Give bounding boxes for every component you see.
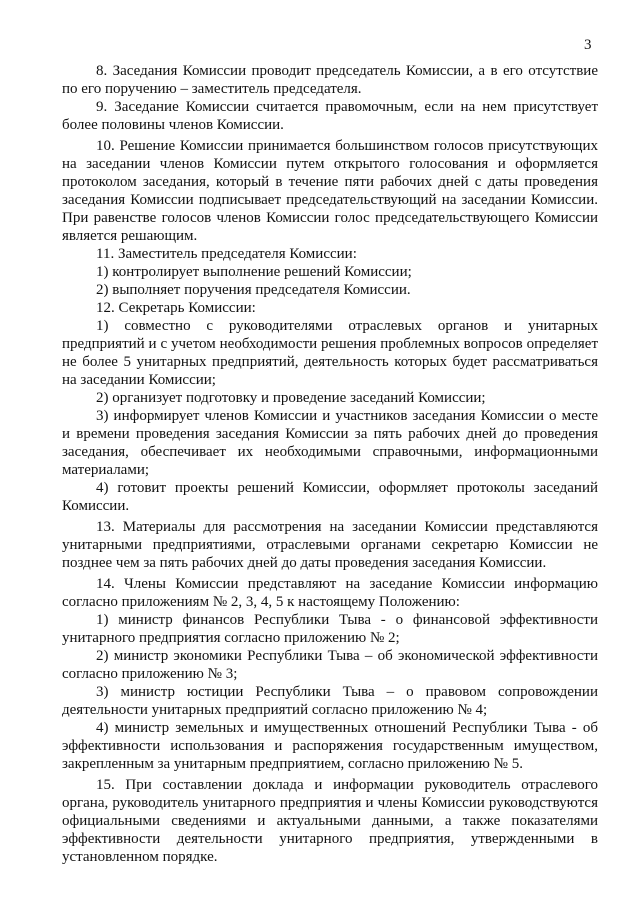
paragraph-11-item-2: 2) выполняет поручения председателя Комиссии. <box>96 282 411 298</box>
paragraph-12-item-1: 1) совместно с руководителями отраслевых органов и унитарных предприятий и с учетом необходимости решения проблемных вопросов определяет не более 5 унитарных предприятий, деятельность которых будет рассматриваться на заседании Комиссии; <box>62 318 598 388</box>
page-number: 3 <box>584 37 592 53</box>
paragraph-10: 10. Решение Комиссии принимается большинством голосов присутствующих на заседании членов Комиссии путем открытого голосования и оформляется протоколом заседания, который в течение пяти рабочих дней с даты проведения заседания Комиссии подписывает председательствующий на заседании Комиссии. При равенстве голосов членов Комиссии голос председательствующего Комиссии является решающим. <box>62 138 598 244</box>
paragraph-14-item-1: 1) министр финансов Республики Тыва - о финансовой эффективности унитарного предприятия согласно приложению № 2; <box>62 612 598 646</box>
paragraph-12-item-2: 2) организует подготовку и проведение заседаний Комиссии; <box>96 390 486 406</box>
paragraph-9: 9. Заседание Комиссии считается правомочным, если на нем присутствует более половины членов Комиссии. <box>62 99 598 133</box>
document-body <box>62 62 598 866</box>
paragraph-14-item-3: 3) министр юстиции Республики Тыва – о правовом сопровождении деятельности унитарных предприятий согласно приложению № 4; <box>62 684 598 718</box>
paragraph-11: 11. Заместитель председателя Комиссии: <box>96 246 357 262</box>
paragraph-15: 15. При составлении доклада и информации руководитель отраслевого органа, руководитель унитарного предприятия и члены Комиссии руководствуются официальными сведениями и актуальными данными, а также показателями эффективности деятельности унитарного предприятия, утвержденными в установленном порядке. <box>62 777 598 865</box>
paragraph-14: 14. Члены Комиссии представляют на заседание Комиссии информацию согласно приложениям № 2, 3, 4, 5 к настоящему Положению: <box>62 576 598 610</box>
paragraph-12-item-3: 3) информирует членов Комиссии и участников заседания Комиссии о месте и времени проведения заседания Комиссии за пять рабочих дней до проведения заседания, обеспечивает их необходимыми справочными, информационными материалами; <box>62 408 598 478</box>
paragraph-12-item-4: 4) готовит проекты решений Комиссии, оформляет протоколы заседаний Комиссии. <box>62 480 598 514</box>
paragraph-11-item-1: 1) контролирует выполнение решений Комиссии; <box>96 264 412 280</box>
paragraph-12: 12. Секретарь Комиссии: <box>96 300 256 316</box>
paragraph-8: 8. Заседания Комиссии проводит председатель Комиссии, а в его отсутствие по его поручению – заместитель председателя. <box>62 63 598 97</box>
paragraph-14-item-4: 4) министр земельных и имущественных отношений Республики Тыва - об эффективности использования и распоряжения государственным имуществом, закрепленным за унитарным предприятием, согласно приложению № 5. <box>62 720 598 772</box>
paragraph-14-item-2: 2) министр экономики Республики Тыва – об экономической эффективности согласно приложению № 3; <box>62 648 598 682</box>
paragraph-13: 13. Материалы для рассмотрения на заседании Комиссии представляются унитарными предприятиями, отраслевыми органами секретарю Комиссии не позднее чем за пять рабочих дней до даты проведения заседания Комиссии. <box>62 519 598 571</box>
